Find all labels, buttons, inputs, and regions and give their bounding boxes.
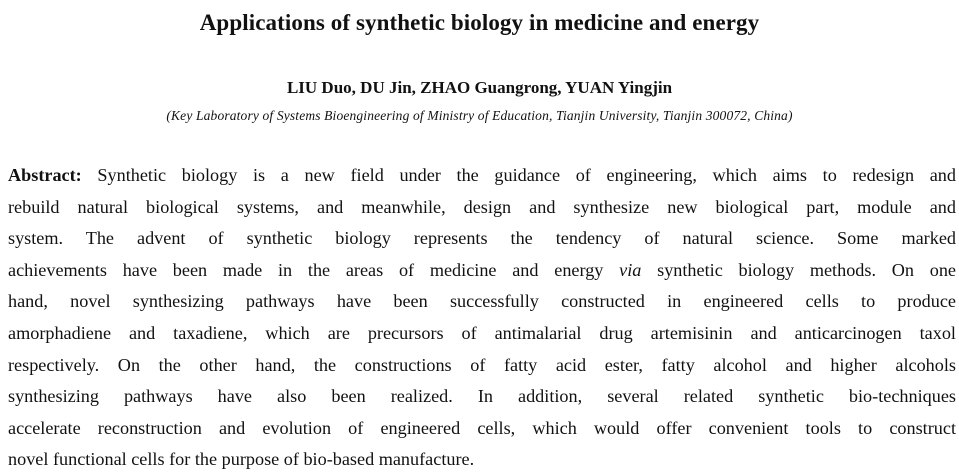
author-list: LIU Duo, DU Jin, ZHAO Guangrong, YUAN Yingjin — [286, 78, 673, 97]
abstract-text: achievements have been made in the areas of medicine and energy — [8, 259, 620, 280]
abstract-italic-via: via — [619, 259, 642, 280]
abstract-line: rebuild natural biological systems, and meanwhile, design and synthesize new biological part, module and — [8, 196, 956, 217]
abstract-line: system. The advent of synthetic biology represents the tendency of natural science. Some marked — [8, 228, 956, 249]
abstract-line: respectively. On the other hand, the constructions of fatty acid ester, fatty alcohol and higher alcohols — [8, 354, 956, 375]
abstract-label: Abstract: — [8, 165, 82, 185]
abstract-line: novel functional cells for the purpose of bio-based manufacture. — [8, 449, 475, 470]
abstract-line — [8, 160, 956, 192]
abstract-text: synthetic biology methods. On one — [641, 259, 956, 280]
affiliation: (Key Laboratory of Systems Bioengineering of Ministry of Education, Tianjin University, Tianjin 300072, China) — [166, 108, 793, 123]
abstract-line: amorphadiene and taxadiene, which are precursors of antimalarial drug artemisinin and anticarcinogen taxol — [8, 322, 956, 343]
abstract-line: synthesizing pathways have also been realized. In addition, several related synthetic bio-techniques — [8, 386, 956, 407]
paper-title: Applications of synthetic biology in medicine and energy — [199, 10, 760, 35]
abstract-block — [8, 160, 956, 476]
abstract-text: Synthetic biology is a new field under the guidance of engineering, which aims to redesign and — [81, 165, 956, 185]
abstract-line: hand, novel synthesizing pathways have been successfully constructed in engineered cells to produce — [8, 291, 956, 312]
abstract-line: accelerate reconstruction and evolution of engineered cells, which would offer convenient tools to construct — [8, 417, 956, 438]
abstract-line — [8, 255, 956, 287]
